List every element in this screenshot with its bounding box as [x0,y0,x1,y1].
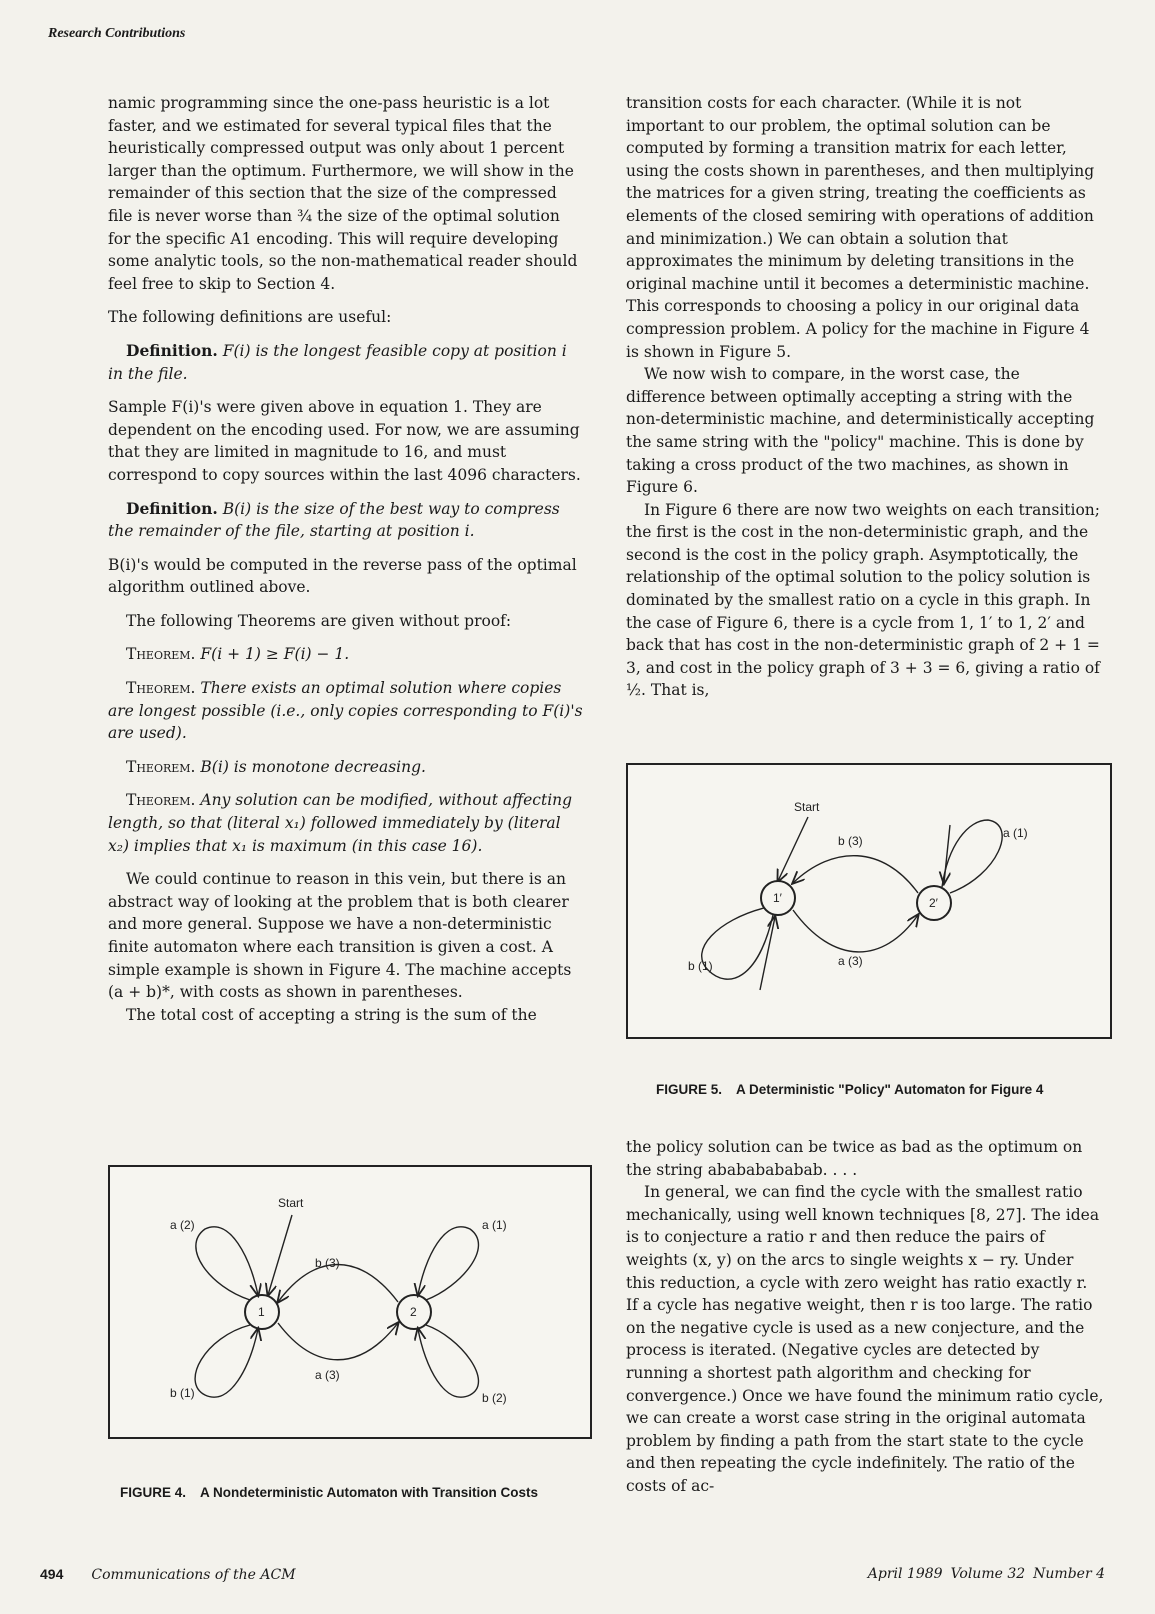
issue-number: Number 4 [1033,1566,1105,1582]
issue-date: April 1989 [867,1566,943,1582]
right-column-top [626,92,1104,702]
transition-label: a (1) [1003,826,1028,840]
paragraph: The total cost of accepting a string is the sum of the [126,1005,537,1024]
self-loop [196,1227,258,1300]
transition-arc [793,856,918,893]
paragraph: We could continue to reason in this vein, but there is an abstract way of looking at the problem that is both clearer and more general. Suppose we have a non-deterministic finite automaton where each transition is given a cost. A simple example is shown in Figure 4. The machine accepts (a + b)*, with costs as shown in parentheses. [108,870,572,1002]
paragraph: B(i)'s would be computed in the reverse pass of the optimal algorithm outlined above. [108,555,577,597]
node-label: 2′ [929,896,938,910]
paragraph: namic programming since the one-pass heuristic is a lot faster, and we estimated for several typical files that the heuristically compressed output was only about 1 percent larger than the optimum. Furthermore, we will show in the remainder of this section that the size of the compressed file is never worse than ¾ the size of the optimal solution for the specific A1 encoding. This will require developing some analytic tools, so the non-mathematical reader should feel free to skip to Section 4. [108,94,578,293]
figure-4-diagram [108,1165,592,1439]
definition-2 [108,498,584,543]
theorem-text: Any solution can be modified, without affecting length, so that (literal x₁) followed immediately by (literal x₂) implies that x₁ is maximum (in this case 16). [108,791,573,855]
loop-arrow [760,917,775,990]
theorem-2 [108,677,584,745]
volume: Volume 32 [950,1566,1026,1582]
page-number: 494 [40,1566,64,1582]
figure-title: A Deterministic "Policy" Automaton for Figure 4 [736,1082,1044,1097]
self-loop [418,1227,478,1300]
transition-arc [793,910,918,952]
running-head: Research Contributions [48,26,186,41]
footer-left [40,1566,296,1583]
start-arrow [778,817,808,881]
start-label: Start [794,800,820,814]
journal-name: Communications of the ACM [91,1567,296,1583]
theorem-4 [108,789,584,857]
definition-term: Definition. [126,498,218,518]
transition-label: a (1) [482,1218,507,1232]
theorem-term: Theorem. [126,679,196,698]
footer-right [860,1566,1105,1582]
figure-5-svg [628,765,1110,1037]
transition-label: b (1) [170,1386,195,1400]
paragraph: Sample F(i)'s were given above in equation 1. They are dependent on the encoding used. For now, we are assuming that they are limited in magnitude to 16, and must correspond to copy sources within the last 4096 characters. [108,398,581,484]
paragraph: In general, we can find the cycle with the smallest ratio mechanically, using well known techniques [8, 27]. The idea is to conjecture a ratio r and then reduce the pairs of weights (x, y) on the arcs to single weights x − ry. Under this reduction, a cycle with zero weight has ratio exactly r. If a cycle has negative weight, then r is too large. The ratio on the negative cycle is used as a new conjecture, and the process is iterated. (Negative cycles are detected by running a shortest path algorithm and checking for convergence.) Once we have found the minimum ratio cycle, we can create a worst case string in the original automata problem by finding a path from the start state to the cycle and then repeating the cycle indefinitely. The ratio of the costs of ac- [626,1183,1104,1495]
definition-1 [108,340,584,385]
transition-label: a (3) [315,1368,340,1382]
figure-5-caption [656,1082,1043,1097]
transition-arc [278,1265,398,1303]
node-label: 2 [410,1305,417,1319]
transition-label: b (3) [838,834,863,848]
paragraph: The following definitions are useful: [108,308,392,327]
paragraph: In Figure 6 there are now two weights on each transition; the first is the cost in the non-deterministic graph, and the second is the cost in the policy graph. Asymptotically, the relationship of the optimal solution to the policy solution is dominated by the smallest ratio on a cycle in this graph. In the case of Figure 6, there is a cycle from 1, 1′ to 1, 2′ and back that has cost in the non-deterministic graph of 2 + 1 = 3, and cost in the policy graph of 3 + 3 = 6, giving a ratio of ½. That is, [626,500,1101,700]
figure-label: FIGURE 5. [656,1082,723,1097]
left-column [108,92,584,1026]
transition-label: b (2) [482,1391,507,1405]
paragraph: The following Theorems are given without proof: [126,611,512,630]
transition-label: b (1) [688,959,713,973]
transition-label: a (2) [170,1218,195,1232]
paragraph: We now wish to compare, in the worst case, the difference between optimally accepting a string with the non-deterministic machine, and deterministically accepting the same string with the "policy" machine. This is done by taking a cross product of the two machines, as shown in Figure 6. [626,365,1095,497]
theorem-3 [108,756,584,779]
self-loop [942,820,1002,893]
figure-4-svg [110,1167,590,1437]
theorem-term: Theorem. [126,645,196,664]
start-arrow [268,1215,292,1295]
definition-term: Definition. [126,340,218,360]
paragraph: the policy solution can be twice as bad as the optimum on the string abababababab. . . . [626,1138,1083,1179]
figure-label: FIGURE 4. [120,1485,187,1500]
paragraph: transition costs for each character. (While it is not important to our problem, the optimal solution can be computed by forming a transition matrix for each letter, using the costs shown in parentheses, and then multiplying the matrices for a given string, treating the coefficients as elements of the closed semiring with operations of addition and minimization.) We can obtain a solution that approximates the minimum by deleting transitions in the original machine until it becomes a deterministic machine. This corresponds to choosing a policy in our original data compression problem. A policy for the machine in Figure 4 is shown in Figure 5. [626,94,1095,361]
node-label: 1 [258,1305,265,1319]
definition-text: B(i) is the size of the best way to compress the remainder of the file, starting at position i. [108,499,560,541]
theorem-term: Theorem. [126,757,196,776]
right-column-bottom [626,1136,1104,1498]
figure-title: A Nondeterministic Automaton with Transition Costs [200,1485,539,1500]
transition-arc [278,1323,398,1360]
self-loop [195,1325,258,1397]
start-label: Start [278,1196,304,1210]
node-label: 1′ [773,891,782,905]
loop-arrow [944,825,950,883]
theorem-term: Theorem. [126,791,196,810]
theorem-text: B(i) is monotone decreasing. [200,757,426,776]
transition-label: b (3) [315,1256,340,1270]
figure-5-diagram [626,763,1112,1039]
transition-label: a (3) [838,954,863,968]
definition-text: F(i) is the longest feasible copy at position i in the file. [108,341,567,383]
figure-4-caption [120,1485,538,1500]
theorem-text: F(i + 1) ≥ F(i) − 1. [200,645,350,664]
self-loop [418,1325,478,1397]
theorem-text: There exists an optimal solution where copies are longest possible (i.e., only copies corresponding to F(i)'s are used). [108,679,583,743]
theorem-1 [108,643,584,666]
